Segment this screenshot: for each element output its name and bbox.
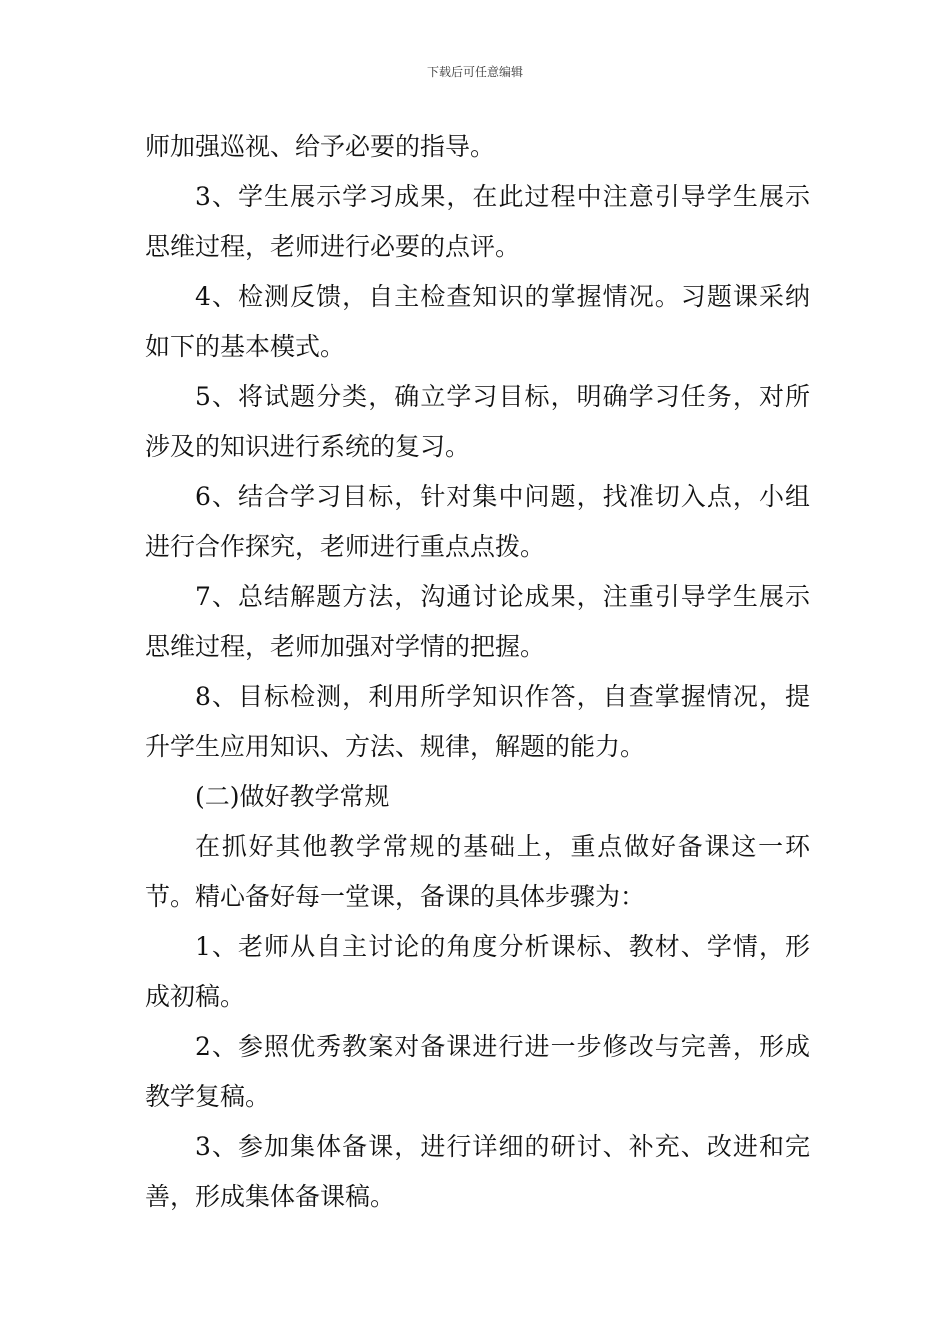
paragraph-prep-step-1: 1、老师从自主讨论的角度分析课标、教材、学情，形成初稿。 <box>145 932 810 1011</box>
paragraph-step-5: 5、将试题分类，确立学习目标，明确学习任务，对所涉及的知识进行系统的复习。 <box>145 382 810 461</box>
paragraph-step-3: 3、学生展示学习成果，在此过程中注意引导学生展示思维过程，老师进行必要的点评。 <box>145 182 810 261</box>
paragraph-step-7: 7、总结解题方法，沟通讨论成果，注重引导学生展示思维过程，老师加强对学情的把握。 <box>145 582 810 661</box>
document-body <box>145 122 810 1222</box>
paragraph-intro: 在抓好其他教学常规的基础上，重点做好备课这一环节。精心备好每一堂课，备课的具体步骤为： <box>145 832 810 911</box>
paragraph-step-4: 4、检测反馈，自主检查知识的掌握情况。习题课采纳如下的基本模式。 <box>145 282 810 361</box>
paragraph-prep-step-2: 2、参照优秀教案对备课进行进一步修改与完善，形成教学复稿。 <box>145 1032 810 1111</box>
paragraph-continuation: 师加强巡视、给予必要的指导。 <box>145 132 496 161</box>
paragraph-prep-step-3: 3、参加集体备课，进行详细的研讨、补充、改进和完善，形成集体备课稿。 <box>145 1132 810 1211</box>
page-header: 下载后可任意编辑 <box>426 65 523 79</box>
section-heading: (二)做好教学常规 <box>195 782 390 811</box>
paragraph-step-8: 8、目标检测，利用所学知识作答，自查掌握情况，提升学生应用知识、方法、规律，解题的能力。 <box>145 682 810 761</box>
paragraph-step-6: 6、结合学习目标，针对集中问题，找准切入点，小组进行合作探究，老师进行重点点拨。 <box>145 482 810 561</box>
